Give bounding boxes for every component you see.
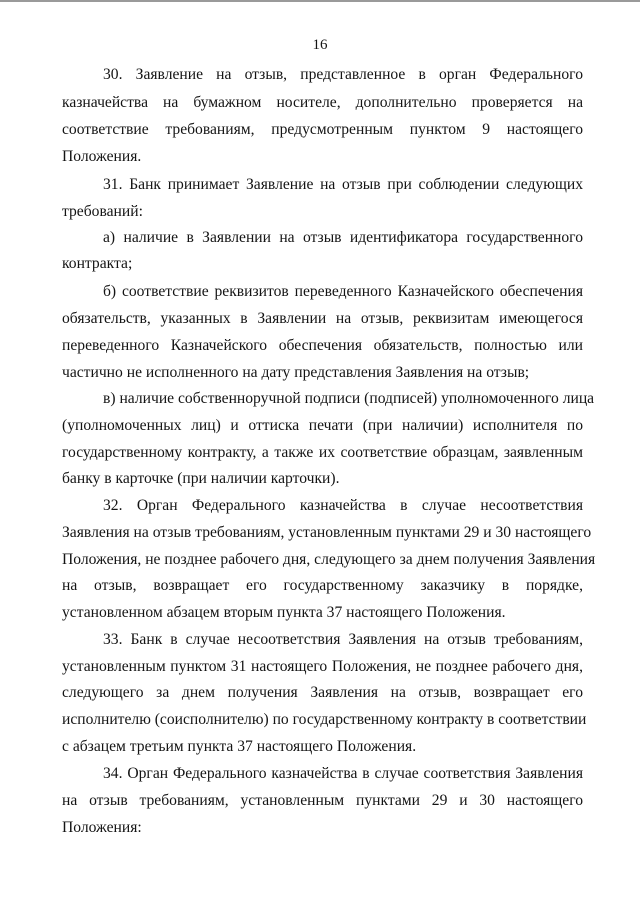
para-33-line-2: установленным пунктом 31 настоящего Положения, не позднее рабочего дня, [62,658,583,675]
para-33-line-4: исполнителю (соисполнителю) по государственному контракту в соответствии [62,711,587,728]
para-33-line-5: с абзацем третьим пункта 37 настоящего Положения. [62,738,417,755]
para-34-line-2: на отзыв требованиям, установленным пунктами 29 и 30 настоящего [62,792,583,809]
item-b-line-1: б) соответствие реквизитов переведенного Казначейского обеспечения [103,283,583,300]
para-33-line-1: 33. Банк в случае несоответствия Заявления на отзыв требованиям, [103,631,583,648]
para-32-line-2: Заявления на отзыв требованиям, установленным пунктами 29 и 30 настоящего [62,524,592,541]
item-v-line-1: в) наличие собственноручной подписи (подписей) уполномоченного лица [103,390,595,407]
item-b-line-3: переведенного Казначейского обеспечения обязательств, полностью или [62,337,583,354]
para-30-line-1: 30. Заявление на отзыв, представленное в орган Федерального [103,66,583,83]
para-30-line-2: казначейства на бумажном носителе, дополнительно проверяется на [62,94,583,111]
item-b-line-4: частично не исполненного на дату представления Заявления на отзыв; [62,364,530,381]
para-33-line-3: следующего за днем получения Заявления на отзыв, возвращает его [62,684,583,701]
para-32-line-5: установленном абзацем вторым пункта 37 настоящего Положения. [62,604,506,621]
page-number: 16 [312,37,328,53]
para-31-line-2: требований: [62,203,143,220]
item-a-line-1: а) наличие в Заявлении на отзыв идентификатора государственного [103,229,583,246]
item-v-line-4: банку в карточке (при наличии карточки). [62,470,340,487]
item-b-line-2: обязательств, указанных в Заявлении на отзыв, реквизитам имеющегося [62,310,583,327]
item-v-line-3: государственному контракту, а также их соответствие образцам, заявленным [62,444,583,461]
para-31-line-1: 31. Банк принимает Заявление на отзыв при соблюдении следующих [103,176,583,193]
para-30-line-4: Положения. [62,148,142,165]
para-34-line-1: 34. Орган Федерального казначейства в случае соответствия Заявления [103,765,583,782]
para-34-line-3: Положения: [62,819,142,836]
item-a-line-2: контракта; [62,255,133,272]
para-30-line-3: соответствие требованиям, предусмотренным пунктом 9 настоящего [62,121,583,138]
para-32-line-1: 32. Орган Федерального казначейства в случае несоответствия [103,497,583,514]
item-v-line-2: (уполномоченных лиц) и оттиска печати (при наличии) исполнителя по [62,417,583,434]
para-32-line-4: на отзыв, возвращает его государственному заказчику в порядке, [62,577,583,594]
para-32-line-3: Положения, не позднее рабочего дня, следующего за днем получения Заявления [62,551,596,568]
